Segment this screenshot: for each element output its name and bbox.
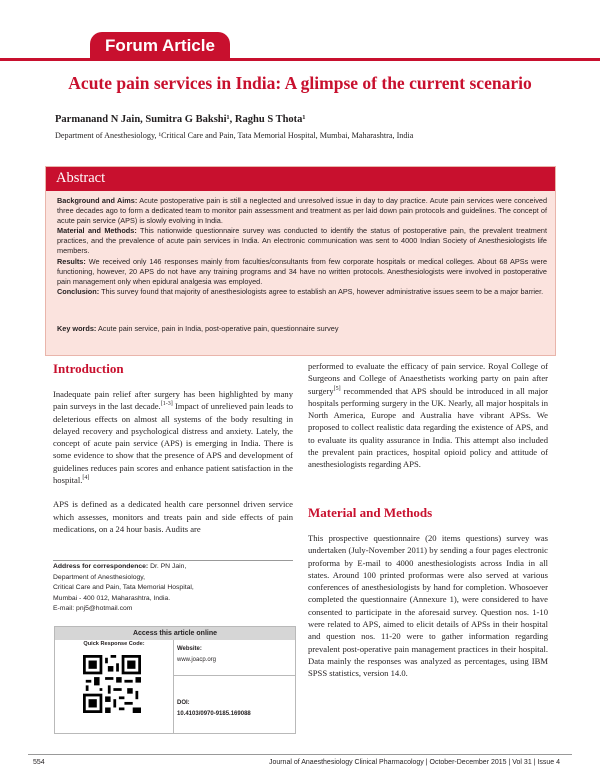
abstract-body <box>57 196 547 297</box>
header-rule <box>0 58 600 61</box>
correspondence-line-3: Mumbai - 400 012, Maharashtra, India. <box>53 594 171 602</box>
abstract-background <box>57 196 547 226</box>
correspondence-rule <box>53 560 293 561</box>
left-column <box>53 388 293 543</box>
qr-code-icon[interactable] <box>83 655 141 713</box>
right-paragraph-1 <box>308 360 548 471</box>
abstract-conclusion <box>57 287 547 297</box>
doi-label: DOI: <box>177 700 190 706</box>
conclusion-label: Conclusion: <box>57 286 100 296</box>
citation-5: [5] <box>333 385 341 392</box>
background-label: Background and Aims: <box>57 196 138 205</box>
correspondence-name: Dr. PN Jain, <box>150 563 187 570</box>
doi-divider <box>174 675 295 676</box>
doi-value[interactable]: 10.4103/0970-9185.169088 <box>177 711 251 717</box>
background-text: Acute postoperative pain is still a neglected and unresolved issue in day to day practice. Acute pain services were conceived three decades ago to form a dedicated team to monitor pain assessment and treatment as per laid down pain protocols and guidelines. The concept of acute pain service (APS) is slowly evolving in India. <box>57 196 547 226</box>
keywords-label: Key words: <box>57 324 97 333</box>
correspondence-email[interactable]: E-mail: pnj5@hotmail.com <box>53 605 133 613</box>
intro-p1-part-a: Inadequate pain relief after surgery has been highlighted by many pain surveys in the last decade. <box>53 389 293 412</box>
qr-panel <box>55 640 174 733</box>
author-list: Parmanand N Jain, Sumitra G Bakshi¹, Raghu S Thota¹ <box>55 114 306 125</box>
forum-article-tab <box>90 32 230 60</box>
footer-rule <box>28 754 572 755</box>
methods-column <box>308 532 548 688</box>
abstract-heading: Abstract <box>56 170 106 186</box>
intro-p1-part-b: Impact of unrelieved pain leads to deleterious effects on almost all systems of the body resulting in delayed recovery and psychological distress and anxiety. Lately, the concept of acute pain service (APS) is emerging in India. There is some evidence to show that the presence of APS and development of guidelines reduces pain scores and enhance patient satisfaction in the hospital. <box>53 401 293 486</box>
abstract-box <box>45 166 556 356</box>
right-column <box>308 360 548 479</box>
results-text: We received only 146 responses mainly from faculties/consultants from few corporate hospitals or medical colleges. About 68 APSs were functioning, however, 20 APS do not have any training programs and 34 have no written protocols. Anesthesiologists were involved in postoperative pain management only when epidural analgesia was employed. <box>57 256 547 286</box>
right-p1-part-b: recommended that APS should be introduced in all major hospitals performing surgery in the UK. Nearly, all major hospitals in North America, Europe and Australia have vibrant APSs. We proposed to collect realistic data regarding the existence of APS, and to evaluate its quality assurance in India. This attempt also included the prevalent pain practices, hospital opioid policy and attitude of anesthesiologists regarding APS. <box>308 385 548 470</box>
journal-citation: Journal of Anaesthesiology Clinical Pharmacology | October-December 2015 | Vol 31 | Issue 4 <box>268 759 560 766</box>
abstract-header <box>46 167 555 191</box>
keywords-text: Acute pain service, pain in India, post-operative pain, questionnaire survey <box>97 324 339 333</box>
citation-4: [4] <box>82 475 90 482</box>
access-heading: Access this article online <box>55 627 295 640</box>
correspondence-header <box>53 562 293 573</box>
conclusion-text: This survey found that majority of anesthesiologists agree to establish an APS, however administrative issues seem to be a major barrier. <box>101 286 544 296</box>
correspondence-line-1: Department of Anesthesiology, <box>53 573 146 581</box>
methods-text: This nationwide questionnaire survey was conducted to identify the status of postoperative pain, the prevalent treatment practices, and the prevalence of acute pain services in India. An electronic communication was sent to 4000 Indian Society of Anesthesiologists life members. <box>57 226 548 256</box>
methods-heading: Material and Methods <box>308 505 433 520</box>
correspondence-block <box>53 562 293 615</box>
article-title: Acute pain services in India: A glimpse of the current scenario <box>68 73 532 93</box>
access-box <box>54 626 296 734</box>
right-p1-part-a: performed to evaluate the efficacy of pain service. Royal College of Surgeons and College of Anaesthetists working party on pain after surgery <box>308 361 548 396</box>
abstract-results <box>57 257 547 287</box>
website-link[interactable]: www.joacp.org <box>177 657 217 663</box>
intro-paragraph-2: APS is defined as a dedicated health care personnel driven service which assesses, monitors and treats pain and side effects of pain medications, on a 24 hour basis. Audits are <box>53 499 293 534</box>
citation-1-3: [1-3] <box>160 401 173 408</box>
correspondence-label: Address for correspondence: <box>53 563 149 570</box>
methods-paragraph: This prospective questionnaire (20 items questions) survey was undertaken (July-November 2011) by sending a four pages electronic proforma by E-mail to 4000 anesthesiologists across India in all states. Around 100 printed proformas were also served at various conferences of anesthesiologists by hand for completion. Whosoever completed the questionnaire (Annexure 1), were considered to have consented to participate in the aforesaid survey. Question nos. 1-10 were related to APS, aimed to elicit details of APSs in their hospital and question nos. 11-20 were to gather information regarding prevalent post-operative pain management practices in their hospital. Data mainly the responses was analyzed as percentages, using IBM SPSS statistics, version 14.0. <box>308 533 548 679</box>
abstract-methods <box>57 226 547 256</box>
introduction-heading: Introduction <box>53 361 124 376</box>
web-panel <box>174 640 295 733</box>
website-label: Website: <box>177 646 202 652</box>
forum-article-label: Forum Article <box>105 36 215 55</box>
page-number: 554 <box>33 759 45 766</box>
affiliation: Department of Anesthesiology, ¹Critical Care and Pain, Tata Memorial Hospital, Mumbai, Maharashtra, India <box>55 131 414 140</box>
keywords <box>57 324 547 333</box>
results-label: Results: <box>57 256 86 266</box>
intro-paragraph-1 <box>53 388 293 486</box>
methods-label: Material and Methods: <box>57 226 137 236</box>
qr-label: Quick Response Code: <box>83 641 145 647</box>
correspondence-line-2: Critical Care and Pain, Tata Memorial Hospital, <box>53 584 194 592</box>
